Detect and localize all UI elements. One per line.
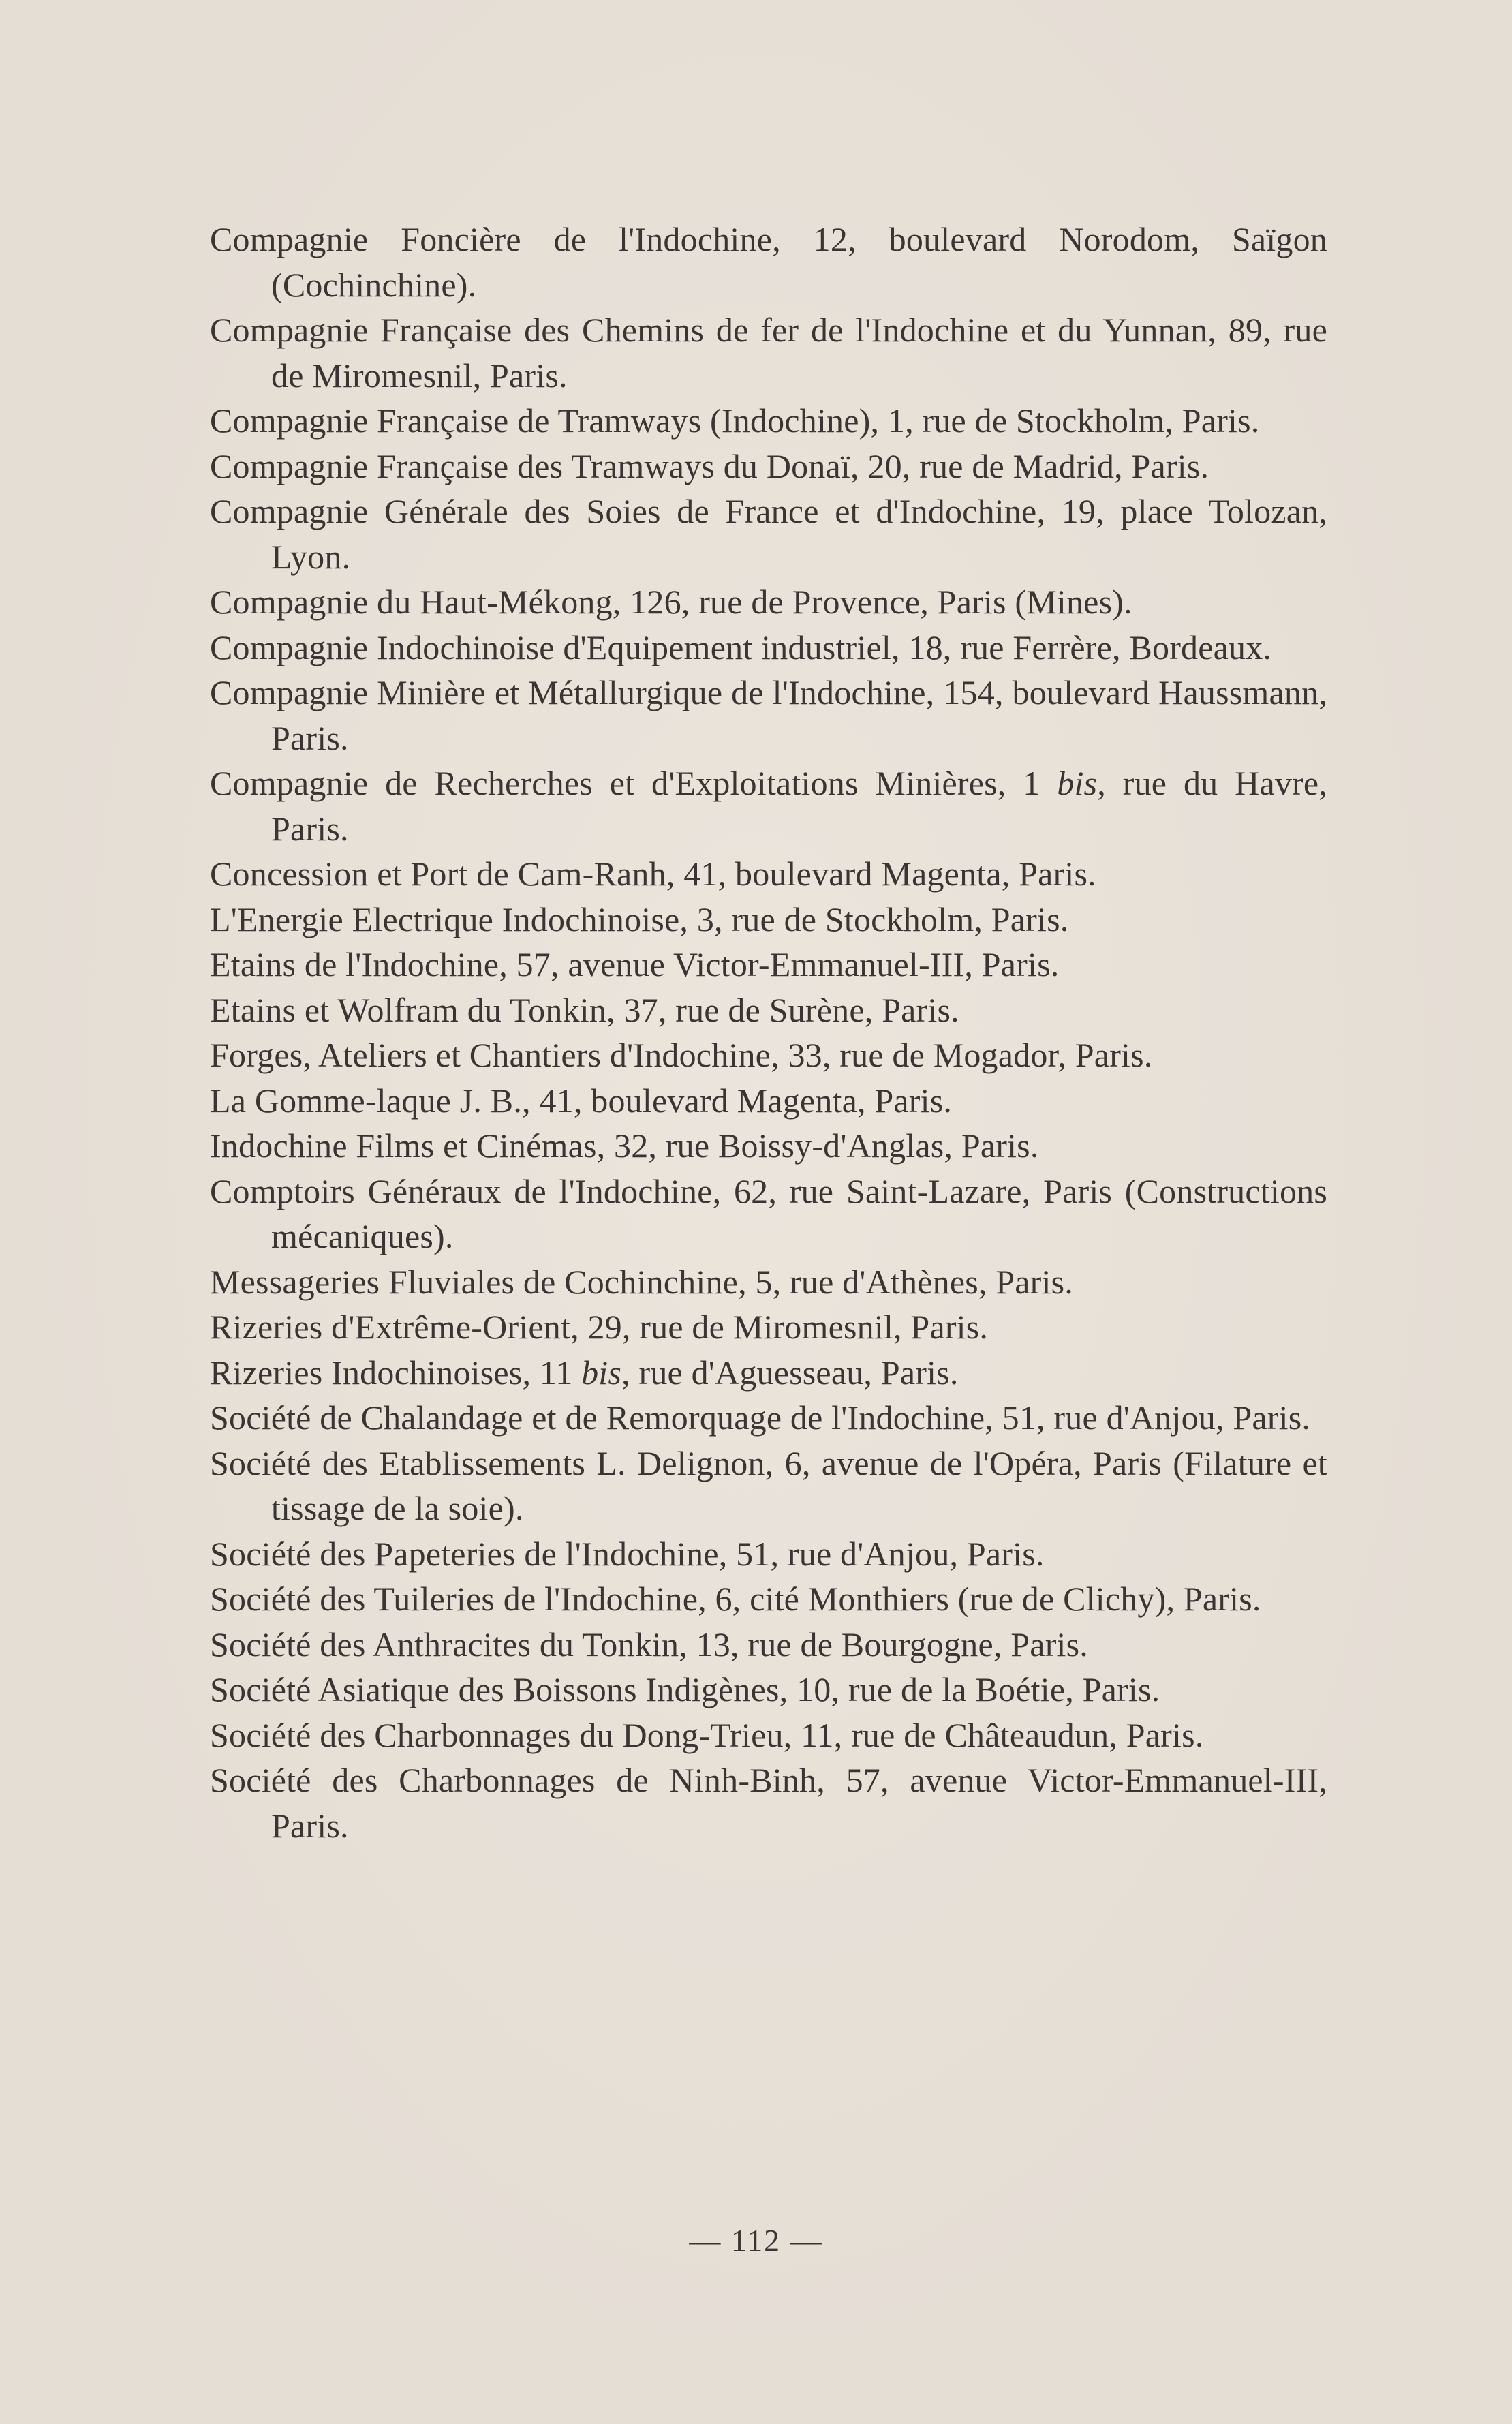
list-item: Société des Papeteries de l'Indochine, 51, rue d'Anjou, Paris. bbox=[210, 1534, 1045, 1573]
list-item: Indochine Films et Cinémas, 32, rue Boissy-d'Anglas, Paris. bbox=[210, 1126, 1039, 1165]
list-item bbox=[210, 761, 1327, 851]
list-item: Société des Tuileries de l'Indochine, 6, cité Monthiers (rue de Clichy), Paris. bbox=[210, 1580, 1261, 1618]
list-item: L'Energie Electrique Indochinoise, 3, rue de Stockholm, Paris. bbox=[210, 900, 1069, 938]
list-item: Société Asiatique des Boissons Indigènes, 10, rue de la Boétie, Paris. bbox=[210, 1670, 1160, 1708]
list-item: Société des Anthracites du Tonkin, 13, rue de Bourgogne, Paris. bbox=[210, 1625, 1088, 1663]
list-item: Comptoirs Généraux de l'Indochine, 62, rue Saint-Lazare, Paris (Constructions mécaniques). bbox=[210, 1171, 1327, 1255]
list-item: Compagnie Française des Chemins de fer de l'Indochine et du Yunnan, 89, rue de Miromesnil, Paris. bbox=[210, 311, 1327, 395]
list-item: Concession et Port de Cam-Ranh, 41, boulevard Magenta, Paris. bbox=[210, 855, 1096, 893]
page-number: — 112 — bbox=[689, 2223, 823, 2258]
entry-text: Rizeries Indochinoises, 11 bbox=[210, 1353, 582, 1392]
list-item: Société de Chalandage et de Remorquage de l'Indochine, 51, rue d'Anjou, Paris. bbox=[210, 1398, 1311, 1437]
entry-text: Compagnie de Recherches et d'Exploitations Minières, 1 bbox=[210, 764, 1058, 802]
list-item: Compagnie Minière et Métallurgique de l'Indochine, 154, boulevard Haussmann, Paris. bbox=[210, 673, 1327, 757]
list-item: Compagnie Indochinoise d'Equipement industriel, 18, rue Ferrère, Bordeaux. bbox=[210, 628, 1272, 666]
list-item: Forges, Ateliers et Chantiers d'Indochine, 33, rue de Mogador, Paris. bbox=[210, 1036, 1153, 1074]
list-item: Société des Charbonnages du Dong-Trieu, 11, rue de Châteaudun, Paris. bbox=[210, 1715, 1204, 1754]
entry-italic-bis: bis bbox=[581, 1353, 622, 1392]
list-item: Etains de l'Indochine, 57, avenue Victor-Emmanuel-III, Paris. bbox=[210, 945, 1060, 983]
list-item: Compagnie Générale des Soies de France et d'Indochine, 19, place Tolozan, Lyon. bbox=[210, 492, 1327, 576]
list-item: Compagnie du Haut-Mékong, 126, rue de Provence, Paris (Mines). bbox=[210, 583, 1132, 621]
list-item: Société des Charbonnages de Ninh-Binh, 57, avenue Victor-Emmanuel-III, Paris. bbox=[210, 1761, 1327, 1845]
list-item: Société des Etablissements L. Delignon, 6, avenue de l'Opéra, Paris (Filature et tissage de la soie). bbox=[210, 1443, 1327, 1527]
list-item: Compagnie Française de Tramways (Indochine), 1, rue de Stockholm, Paris. bbox=[210, 401, 1260, 440]
company-address-list bbox=[210, 217, 1327, 1848]
entry-text: , rue du Havre, Paris. bbox=[271, 764, 1327, 848]
list-item bbox=[210, 1350, 1327, 1396]
list-item: Compagnie Française des Tramways du Donaï, 20, rue de Madrid, Paris. bbox=[210, 446, 1209, 485]
list-item: Etains et Wolfram du Tonkin, 37, rue de Surène, Paris. bbox=[210, 990, 959, 1029]
entry-italic-bis: bis bbox=[1057, 764, 1098, 802]
entry-text: , rue d'Aguesseau, Paris. bbox=[621, 1353, 959, 1392]
list-item: La Gomme-laque J. B., 41, boulevard Magenta, Paris. bbox=[210, 1081, 953, 1120]
list-item: Rizeries d'Extrême-Orient, 29, rue de Miromesnil, Paris. bbox=[210, 1308, 989, 1346]
list-item: Compagnie Foncière de l'Indochine, 12, boulevard Norodom, Saïgon (Cochinchine). bbox=[210, 220, 1327, 304]
list-item: Messageries Fluviales de Cochinchine, 5, rue d'Athènes, Paris. bbox=[210, 1262, 1073, 1301]
